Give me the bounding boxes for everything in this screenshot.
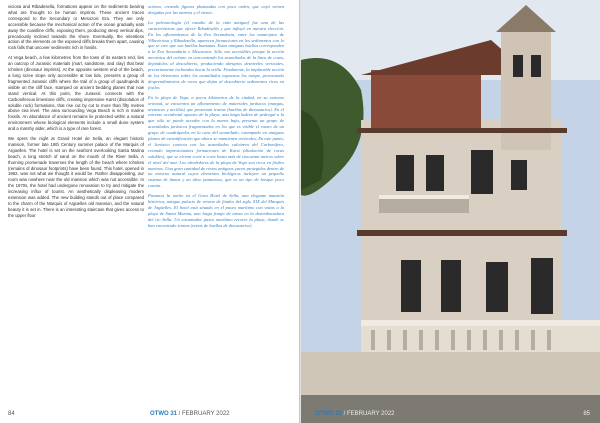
magazine-name: OTWO 31 bbox=[150, 411, 178, 417]
spanish-paragraph: En la playa de Vega, a pocos kilómetros de la ciudad, en su extremo oriental, se encuentra un afloramiento de materiales jurásicos (margas, areniscas y arcillas) que presentan icnitas (huellas de dinosaurios). En el extremo occidental opuesto de la playa, una larga ladera de pedregal a la que sólo se puede acceder con la marea baja, presenta un grupo de acantilados jurásicos fragmentados en los que es visible el rastro de un grupo de cuadrúpedos en la cara del acantilado, estampado en antiguos planos de estratificación que ahora se mantienen verticales. En este punto, el Jurásico conecta con los acantilados calcáreos del Carbonífero, creando impresionantes formaciones de Karst (disolución de rocas solubles), que se elevan corte a corte hasta más de cincuenta metros sobre el nivel del mar. Los alrededores de la playa de Vega son ricos en fósiles marinos. Una gran cantidad de restos antiguos yacen protegidos dentro de un entorno natural cuyos elementos biológicos incluyen un pequeño sistema de dunas y un aliso pantanoso, que es un tipo de bosque poco común. bbox=[148, 94, 284, 189]
english-paragraph: We spent the night at Grand Hotel de Sella, an elegant historic mansion, former late 19th Century summer palace of the Marquis of Argüelles. The hotel is set on the seafront overlooking Santa Marina beach, a long stretch of sand on the mouth of the River Sella. A thorning promenade traverses the length of the beach where Ichnites (remains of dinosaur footprints) have been found. This hotel, opened in 1962, was not what we thought it would be. Rather disappointing, our room was nowhere near the old mansion which was not accessible. In the 1970s, the hotel had undergone renovation to try and mitigate the increasing influx of tourist. An aesthetically displeasing modern extension was added. The new building stands out of place compared to the charm of the Marquis of Argüelles old mansion, and the natural beauty it is set in. There is an interesting staircase that gives access to the upper floor bbox=[8, 136, 144, 218]
english-column bbox=[8, 4, 144, 401]
magazine-issue-left bbox=[150, 411, 230, 417]
issue-date: / FEBRUARY 2022 bbox=[177, 411, 230, 417]
issue-date: / FEBRUARY 2022 bbox=[342, 411, 395, 417]
spanish-paragraph: océano, creando figuras plasmadas con poco orden, que cayó vienen dirigidas por las mareas y el viento. bbox=[148, 4, 284, 15]
right-page bbox=[301, 0, 600, 423]
spanish-column bbox=[148, 4, 284, 401]
english-paragraph: viciosa and Ribadesella, formations appear on the sediments bearing what are thought to be human imprints. These ancient traces correspond to the Secondary or Mesozoic Era. They are only accessible because the mechanical action of the ocean gradually eats away the coastline cliffs, exposing them, producing steep vertical dips, precariously inclined towards the shore. Eventually, the relentless action of the elements on the exposed cliffs breaks them apart, causing rock falls that uncover sediments rich in fossils. bbox=[8, 4, 144, 51]
spanish-paragraph: La paleontología (el estudio de la vida antigua) fue una de las características que ofrece Ribadesella y que influyó en nuestra elección. En los afloramientos de la Era Secundaria, entre los municipios de Villaviciosa y Ribadesella, aparecen formaciones en los sedimentos con lo que se cree que son huellas humanas. Estas antiguas huellas corresponden a la Era Secundaria o Mesozoica. Sólo son accesibles porque la acción mecánica del océano va carcomiendo los acantilados de la línea de costa, dejándolos al descubierto, produciendo abruptos desniveles verticales, precariamente inclinados hacia la orilla. Finalmente, la implacable acción de los elementos sobre los acantilados expuestos los rompe, provocando desprendimientos de rocas que dejan al descubierto sedimentos ricos en fósiles. bbox=[148, 19, 284, 90]
left-page bbox=[0, 0, 299, 423]
magazine-name: OTWO 31 bbox=[315, 411, 343, 417]
page-number-left: 84 bbox=[8, 411, 15, 417]
english-paragraph: At Vega beach, a few kilometres from the town of its eastern end, lies an outcrop of Jurassic materials (marl, sandstone, and clay) that bear Ichnites (dinosaur imprints). At the opposite western end of the beach, a long scree slope only accessible at low tide, presents a group of fragmented Jurassic cliffs where the trail of a group of quadrupeds is visible on the cliff face, stamped on ancient bedding planes that now stand vertical. At this point, the Jurassic connects with the Carboniferous limestone cliffs, creating impressive Karst (dissolution of soluble rock) formations, that rise cut by cut to more than fifty metres above sea level. The area surrounding Vega Beach is rich in marine fossils. An abundance of ancient remains lie protected within a natural environment whose biological elements include a small dune system and a marshy alder, which is a type of rare forest. bbox=[8, 55, 144, 132]
hotel-photo bbox=[301, 0, 600, 423]
page-number-right: 85 bbox=[583, 411, 590, 417]
spanish-paragraph: Pasamos la noche en el Gran Hotel de Sella, una elegante mansión histórica, antiguo palacio de verano de finales del siglo XIX del Marqués de Argüelles. El hotel está situado en el paseo marítimo con vistas a la playa de Santa Marina, una larga franja de arena en la desembocadura del río Sella. Un encantador paseo marítimo recorre la playa, donde se han encontrado icnitas (restos de huellas de dinosaurios) bbox=[148, 193, 284, 228]
magazine-issue-right bbox=[315, 411, 395, 417]
